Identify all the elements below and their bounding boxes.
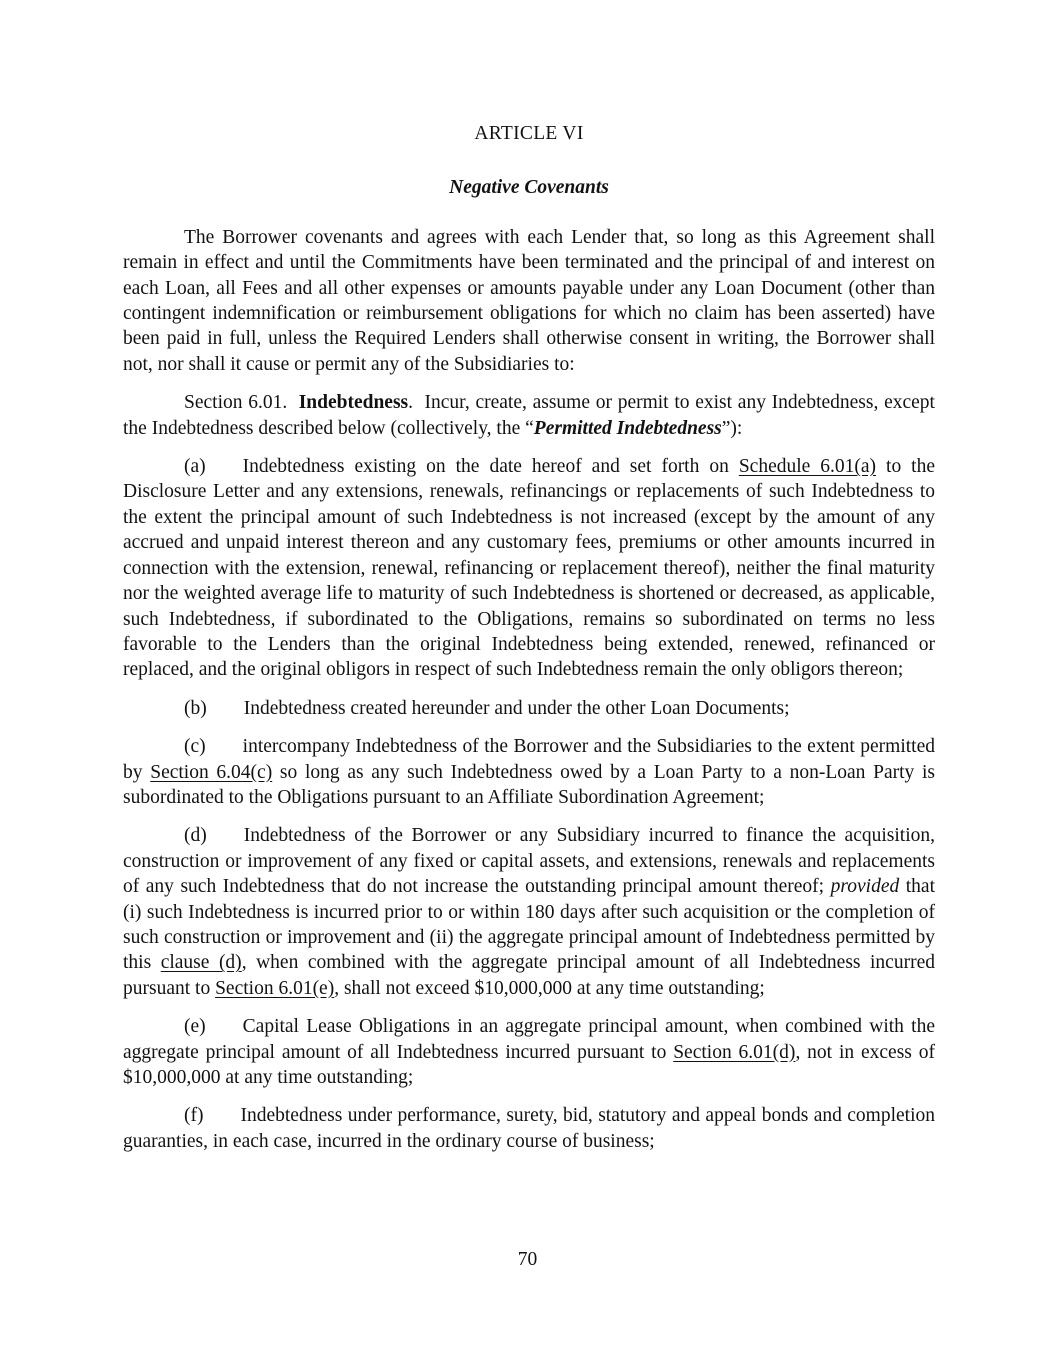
clause-e-paragraph <box>123 1014 935 1090</box>
clause-label: (d) <box>184 825 207 847</box>
cross-reference: Section 6.04(c) <box>150 761 273 783</box>
text-segment: Indebtedness of the Borrower or any Subsidiary incurred to finance the acquisition, construction or improvement of any fixed or capital assets, and extensions, renewals and replacements of any such Indebtedness that do not increase the outstanding principal amount thereof; <box>123 825 935 898</box>
clause-label: (a) <box>184 456 206 478</box>
text-segment: Indebtedness <box>298 392 409 414</box>
text-segment: so long as any such Indebtedness owed by a Loan Party to a non-Loan Party is subordinated to the Obligations pursuant to an Affiliate Subordination Agreement; <box>123 761 936 808</box>
section-title: Negative Covenants <box>449 177 609 199</box>
paragraphs-container <box>123 225 935 1154</box>
clause-d-paragraph <box>123 823 935 1001</box>
article-heading: ARTICLE VI <box>474 123 584 144</box>
clause-c-paragraph <box>123 734 935 810</box>
document-content <box>123 121 935 1167</box>
text-segment: Permitted Indebtedness <box>533 417 722 439</box>
page-number: 70 <box>517 1249 538 1270</box>
text-segment: Indebtedness under performance, surety, bid, statutory and appeal bonds and completion guaranties, in each case, incurred in the ordinary course of business; <box>123 1105 935 1152</box>
text-segment: , not in excess of $10,000,000 at any time outstanding; <box>123 1041 935 1088</box>
clause-label: (e) <box>184 1016 206 1038</box>
clause-label: (b) <box>184 697 207 719</box>
clause-a-paragraph <box>123 454 935 683</box>
intro-paragraph <box>123 225 935 377</box>
text-segment: Capital Lease Obligations in an aggregate principal amount, when combined with the aggregate principal amount of all Indebtedness incurred pursuant to <box>123 1016 935 1063</box>
text-segment: Section 6.01. <box>184 392 299 414</box>
text-segment: The Borrower covenants and agrees with each Lender that, so long as this Agreement shall remain in effect and until the Commitments have been terminated and the principal of and interest on each Loan, all Fees and all other expenses or amounts payable under any Loan Document (other than contingent indemnification or reimbursement obligations for which no claim has been asserted) have been paid in full, unless the Required Lenders shall otherwise consent in writing, the Borrower shall not, nor shall it cause or permit any of the Subsidiaries to: <box>123 226 935 375</box>
text-segment: provided <box>830 876 900 898</box>
clause-b-paragraph <box>123 696 935 721</box>
text-segment: , when combined with the aggregate principal amount of all Indebtedness incurred pursuant to <box>123 952 935 999</box>
cross-reference: Section 6.01(d) <box>673 1041 796 1063</box>
text-segment: Indebtedness created hereunder and under the other Loan Documents; <box>243 697 790 719</box>
text-segment: Indebtedness existing on the date hereof and set forth on <box>242 456 739 478</box>
section-6-01-paragraph <box>123 390 935 441</box>
text-segment: ”): <box>721 417 743 439</box>
clause-label: (c) <box>184 736 206 758</box>
clause-f-paragraph <box>123 1103 935 1154</box>
cross-reference: Section 6.01(e) <box>215 977 335 999</box>
text-segment: that (i) such Indebtedness is incurred prior to or within 180 days after such acquisition or the completion of such construction or improvement and (ii) the aggregate principal amount of Indebtedness permitted by this <box>123 876 935 974</box>
cross-reference: Schedule 6.01(a) <box>738 456 877 478</box>
clause-label: (f) <box>184 1105 204 1127</box>
text-segment: intercompany Indebtedness of the Borrower and the Subsidiaries to the extent permitted by <box>123 736 935 783</box>
cross-reference: clause (d) <box>160 952 242 974</box>
text-segment: , shall not exceed $10,000,000 at any time outstanding; <box>334 977 765 999</box>
text-segment: to the Disclosure Letter and any extensions, renewals, refinancings or replacements of such Indebtedness to the extent the principal amount of such Indebtedness is not increased (except by the amount of any accrued and unpaid interest thereon and any customary fees, premiums or other amounts incurred in connection with the extension, renewal, refinancing or replacement thereof), neither the final maturity nor the weighted average life to maturity of such Indebtedness is shortened or decreased, as applicable, such Indebtedness, if subordinated to the Obligations, remains so subordinated on terms no less favorable to the Lenders than the original Indebtedness being extended, renewed, refinanced or replaced, and the original obligors in respect of such Indebtedness remain the only obligors thereon; <box>123 456 935 681</box>
text-segment: . Incur, create, assume or permit to exist any Indebtedness, except the Indebtedness described below (collectively, the “ <box>123 392 935 439</box>
